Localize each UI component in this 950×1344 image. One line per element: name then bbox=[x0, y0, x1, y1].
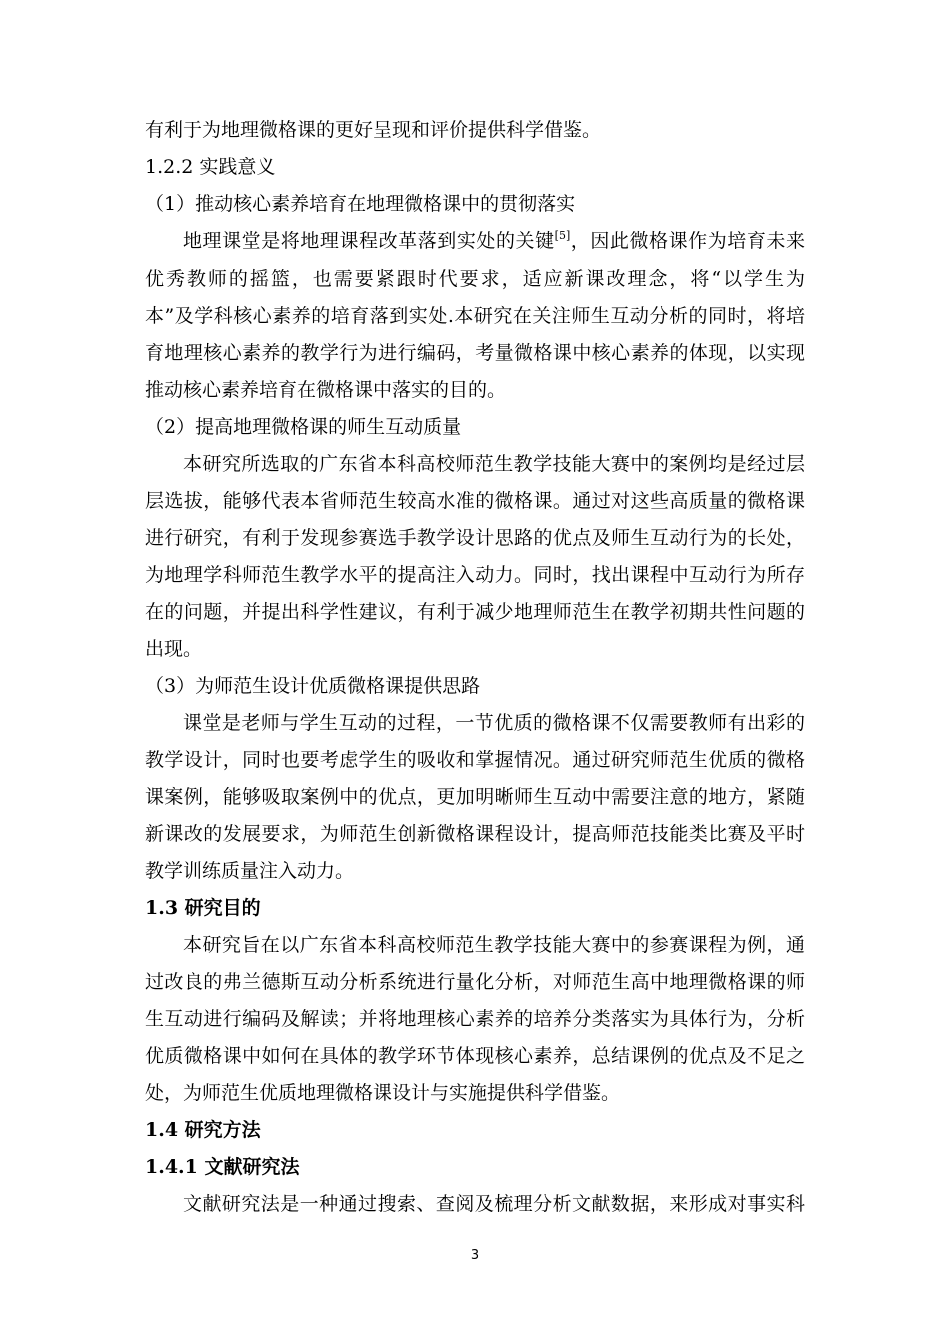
body-text-line: 处，为师范生优质地理微格课设计与实施提供科学借鉴。 bbox=[145, 1082, 621, 1104]
section-heading: 1.3 研究目的 bbox=[145, 897, 261, 919]
body-text-line: 课堂是老师与学生互动的过程，一节优质的微格课不仅需要教师有出彩的 bbox=[183, 712, 805, 734]
body-text-line: 层选拔，能够代表本省师范生较高水准的微格课。通过对这些高质量的微格课 bbox=[145, 490, 805, 512]
list-heading: （3）为师范生设计优质微格课提供思路 bbox=[145, 675, 481, 697]
body-text-line bbox=[183, 229, 805, 253]
body-text-line: 在的问题，并提出科学性建议，有利于减少地理师范生在教学初期共性问题的 bbox=[145, 601, 805, 623]
list-heading: （1）推动核心素养培育在地理微格课中的贯彻落实 bbox=[145, 193, 576, 215]
page-number: 3 bbox=[470, 1248, 480, 1263]
body-text-line: 教学设计，同时也要考虑学生的吸收和掌握情况。通过研究师范生优质的微格 bbox=[145, 749, 805, 771]
body-text-line: 过改良的弗兰德斯互动分析系统进行量化分析，对师范生高中地理微格课的师 bbox=[145, 971, 805, 993]
body-text-line: 出现。 bbox=[145, 638, 203, 660]
body-text-line: 本研究旨在以广东省本科高校师范生教学技能大赛中的参赛课程为例，通 bbox=[183, 934, 805, 956]
body-text-line: 课案例，能够吸取案例中的优点，更加明晰师生互动中需要注意的地方，紧随 bbox=[145, 786, 805, 808]
body-text-line: 育地理核心素养的教学行为进行编码，考量微格课中核心素养的体现，以实现 bbox=[145, 342, 805, 364]
subsection-heading: 1.2.2 实践意义 bbox=[145, 156, 276, 178]
body-text-line: 进行研究，有利于发现参赛选手教学设计思路的优点及师生互动行为的长处， bbox=[145, 527, 805, 549]
body-text-line: 为地理学科师范生教学水平的提高注入动力。同时，找出课程中互动行为所存 bbox=[145, 564, 805, 586]
subsection-heading: 1.4.1 文献研究法 bbox=[145, 1156, 300, 1178]
list-heading: （2）提高地理微格课的师生互动质量 bbox=[145, 416, 462, 438]
body-text-line: 新课改的发展要求，为师范生创新微格课程设计，提高师范技能类比赛及平时 bbox=[145, 823, 805, 845]
body-text-line: 教学训练质量注入动力。 bbox=[145, 860, 355, 882]
body-text-line: 生互动进行编码及解读；并将地理核心素养的培养分类落实为具体行为，分析 bbox=[145, 1008, 805, 1030]
section-heading: 1.4 研究方法 bbox=[145, 1119, 261, 1141]
body-text-line: 有利于为地理微格课的更好呈现和评价提供科学借鉴。 bbox=[145, 119, 602, 141]
body-text-segment: ，因此微格课作为培育未来 bbox=[570, 230, 805, 252]
body-text-line: 推动核心素养培育在微格课中落实的目的。 bbox=[145, 379, 507, 401]
body-text-line: 本研究所选取的广东省本科高校师范生教学技能大赛中的案例均是经过层 bbox=[183, 453, 805, 475]
body-text-line: 优质微格课中如何在具体的教学环节体现核心素养，总结课例的优点及不足之 bbox=[145, 1045, 805, 1067]
body-text-line: 文献研究法是一种通过搜索、查阅及梳理分析文献数据，来形成对事实科 bbox=[183, 1193, 805, 1215]
body-text-segment: 地理课堂是将地理课程改革落到实处的关键 bbox=[183, 230, 555, 252]
body-text-line: 优秀教师的摇篮，也需要紧跟时代要求，适应新课改理念，将“以学生为 bbox=[145, 268, 805, 290]
body-text-line: 本”及学科核心素养的培育落到实处.本研究在关注师生互动分析的同时，将培 bbox=[145, 305, 805, 327]
citation-marker: [5] bbox=[554, 229, 571, 242]
